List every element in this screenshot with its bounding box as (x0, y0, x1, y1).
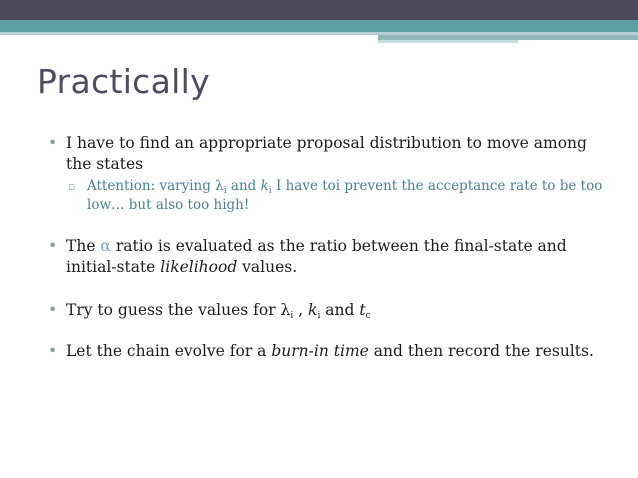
bullet-icon: • (48, 237, 58, 255)
t-subscript: c (365, 311, 371, 321)
bullet-icon: • (48, 342, 58, 360)
bullet-text-after: values. (237, 258, 298, 276)
lambda-symbol: λ (215, 178, 224, 194)
bullet-item-guess-values (48, 300, 608, 321)
sub-bullet-text-and: and (226, 178, 261, 194)
bullet-icon: • (48, 134, 58, 152)
sub-bullet-icon: ▫ (68, 180, 76, 193)
burn-in-emphasis: burn-in time (271, 342, 369, 360)
header-band-teal (0, 20, 638, 32)
bullet-text-after: and then record the results. (368, 342, 594, 360)
header-accent-stripe-thin (378, 40, 518, 43)
bullet-text-before: Let the chain evolve for a (66, 342, 272, 360)
t-symbol: t (359, 301, 366, 319)
bullet-item-burn-in (48, 341, 608, 362)
k-subscript: i (317, 311, 321, 321)
bullet-text-comma: , (293, 301, 309, 319)
sub-bullet-item-attention (68, 177, 608, 215)
bullet-item-alpha-ratio (48, 236, 608, 278)
bullet-icon: • (48, 301, 58, 319)
k-symbol: k (260, 178, 269, 194)
bullet-text-before: The (66, 237, 101, 255)
slide-title: Practically (37, 62, 210, 101)
likelihood-emphasis: likelihood (160, 258, 238, 276)
k-symbol: k (308, 301, 318, 319)
bullet-text-prefix: Try to guess the values for (66, 301, 281, 319)
alpha-symbol: α (100, 237, 111, 255)
slide-body (48, 133, 608, 362)
sub-bullet-text-prefix: Attention: varying (87, 178, 216, 194)
bullet-text-middle: ratio is evaluated as the ratio between the final-state and initial-state (66, 237, 567, 276)
lambda-subscript: i (290, 311, 294, 321)
lambda-symbol: λ (280, 301, 291, 319)
k-subscript: i (268, 186, 272, 196)
lambda-subscript: i (223, 186, 227, 196)
bullet-item-proposal (48, 133, 608, 175)
bullet-text-and: and (320, 301, 360, 319)
sub-bullet-text-suffix: I have toi prevent the acceptance rate to be too low… but also too high! (87, 178, 603, 213)
bullet-text: I have to find an appropriate proposal distribution to move among the states (66, 134, 587, 173)
header-band-dark (0, 0, 638, 20)
